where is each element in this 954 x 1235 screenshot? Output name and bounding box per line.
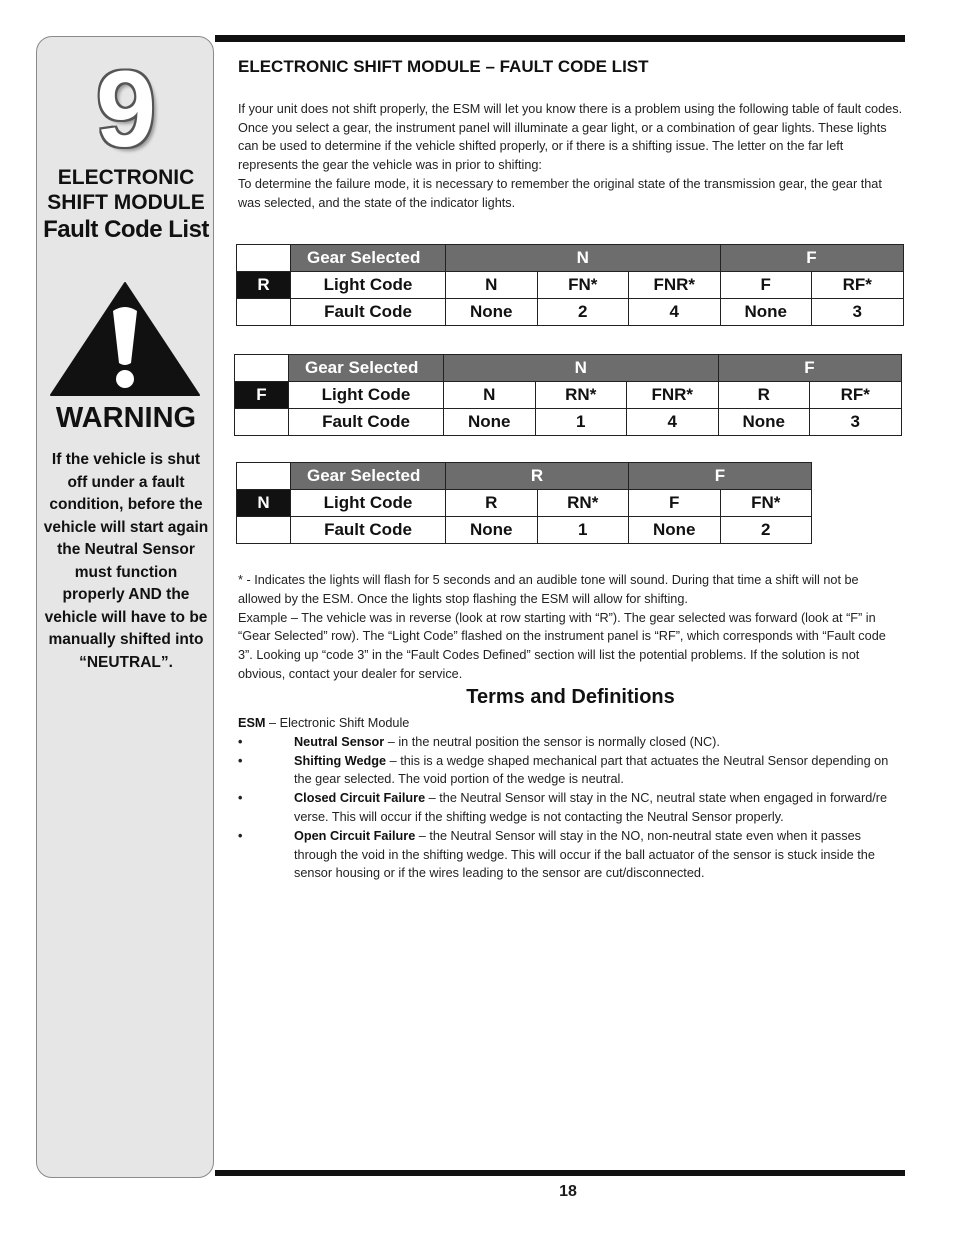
light-code-cell: FN* [720, 490, 812, 517]
list-item [238, 827, 903, 883]
light-code-cell: FN* [537, 272, 629, 299]
bottom-rule [215, 1170, 905, 1176]
fault-code-label: Fault Code [289, 409, 444, 436]
fault-table-n [236, 462, 812, 544]
definition: – the Neutral Sensor will stay in the NO, non-neutral state even when it passes through the void in the shifting wedge. This will occur if the ball actuator of the sensor is stuck inside the sensor housing or if the wires leading to the sensor are cut/disconnected. [294, 828, 875, 881]
prior-gear-cell: F [235, 382, 289, 409]
blank-cell [237, 517, 291, 544]
esm-definition [238, 714, 903, 733]
terms-list [238, 714, 903, 883]
definition: – in the neutral position the sensor is normally closed (NC). [384, 734, 720, 749]
fault-code-cell: None [629, 517, 721, 544]
list-item [238, 789, 903, 827]
gear-group-cell: R [446, 463, 629, 490]
asterisk-note: * - Indicates the lights will flash for 5 seconds and an audible tone will sound. During that time a shift will not be allowed by the ESM. Once the lights stop flashing the ESM will allow for shifting. [238, 573, 859, 606]
fault-code-cell: None [718, 409, 810, 436]
light-code-label: Light Code [289, 382, 444, 409]
fault-code-cell: 4 [629, 299, 721, 326]
section-title: ELECTRONIC SHIFT MODULE [47, 166, 205, 214]
warning-title: WARNING [55, 402, 197, 434]
definition: – Electronic Shift Module [265, 716, 410, 730]
gear-group-cell: F [718, 355, 901, 382]
chapter-number: 9 [95, 48, 157, 169]
gear-group-cell: F [720, 245, 903, 272]
term: Closed Circuit Failure [294, 791, 426, 806]
gear-group-cell: N [444, 355, 719, 382]
gear-group-cell: N [446, 245, 721, 272]
gear-selected-label: Gear Selected [291, 463, 446, 490]
blank-cell [237, 245, 291, 272]
fault-code-cell: 2 [720, 517, 812, 544]
term: Shifting Wedge [294, 753, 387, 768]
light-code-cell: R [446, 490, 538, 517]
intro-text [238, 100, 903, 212]
fault-code-label: Fault Code [291, 517, 446, 544]
bullet: • [238, 791, 243, 806]
section-subtitle: Fault Code List [43, 216, 209, 243]
gear-selected-label: Gear Selected [291, 245, 446, 272]
page-heading: ELECTRONIC SHIFT MODULE – FAULT CODE LIST [238, 57, 649, 76]
term: Open Circuit Failure [294, 828, 416, 843]
gear-group-cell: F [629, 463, 812, 490]
light-code-cell: FNR* [629, 272, 721, 299]
intro-paragraph: To determine the failure mode, it is necessary to remember the original state of the transmission gear, the gear that was selected, and the state of the indicator lights. [238, 176, 882, 210]
light-code-cell: RF* [812, 272, 904, 299]
blank-cell [237, 299, 291, 326]
light-code-label: Light Code [291, 272, 446, 299]
top-rule [215, 35, 905, 42]
warning-icon [49, 281, 201, 397]
light-code-cell: RF* [810, 382, 902, 409]
light-code-cell: RN* [535, 382, 627, 409]
fault-code-cell: 3 [812, 299, 904, 326]
blank-cell [235, 409, 289, 436]
blank-cell [235, 355, 289, 382]
light-code-cell: R [718, 382, 810, 409]
page-number: 18 [559, 1183, 577, 1200]
fault-code-cell: None [720, 299, 812, 326]
notes-block [238, 571, 903, 684]
list-item [238, 752, 903, 790]
fault-code-cell: 1 [537, 517, 629, 544]
blank-cell [237, 463, 291, 490]
bullet: • [238, 734, 243, 749]
fault-code-cell: None [446, 517, 538, 544]
definition: – this is a wedge shaped mechanical part that actuates the Neutral Sensor depending on the gear selected. The void portion of the wedge is neutral. [294, 753, 889, 787]
warning-text: If the vehicle is shut off under a fault condition, before the vehicle will start again the Neutral Sensor must function properly AND the vehicle will have to be manually shifted into “NEUTRAL”. [43, 451, 209, 671]
fault-table-f [234, 354, 902, 436]
sidebar [36, 36, 214, 1178]
bullet: • [238, 828, 243, 843]
fault-code-cell: None [446, 299, 538, 326]
light-code-cell: FNR* [627, 382, 719, 409]
fault-code-cell: 4 [627, 409, 719, 436]
example-note: Example – The vehicle was in reverse (look at row starting with “R”). The gear selected was forward (look at “F” in “Gear Selected” row). The “Light Code” flashed on the instrument panel is “RF”, which corresponds with “Fault code 3”. Looking up “code 3” in the “Fault Codes Defined” section will list the potential problems. If the solution is not obvious, contact your dealer for service. [238, 610, 886, 681]
bullet: • [238, 753, 243, 768]
light-code-cell: N [444, 382, 536, 409]
term: Neutral Sensor [294, 734, 385, 749]
terms-heading: Terms and Definitions [466, 686, 675, 708]
term: ESM [238, 716, 266, 730]
fault-code-cell: None [444, 409, 536, 436]
fault-code-label: Fault Code [291, 299, 446, 326]
fault-code-cell: 3 [810, 409, 902, 436]
light-code-cell: RN* [537, 490, 629, 517]
list-item [238, 733, 903, 752]
prior-gear-cell: R [237, 272, 291, 299]
light-code-cell: F [720, 272, 812, 299]
gear-selected-label: Gear Selected [289, 355, 444, 382]
fault-code-cell: 2 [537, 299, 629, 326]
prior-gear-cell: N [237, 490, 291, 517]
light-code-cell: N [446, 272, 538, 299]
fault-code-cell: 1 [535, 409, 627, 436]
definition: – the Neutral Sensor will stay in the NC, neutral state when engaged in forward/re verse. This will occur if the shifting wedge is not contacting the Neutral Sensor properly. [294, 791, 888, 824]
light-code-label: Light Code [291, 490, 446, 517]
light-code-cell: F [629, 490, 721, 517]
fault-table-r [236, 244, 904, 326]
intro-paragraph: If your unit does not shift properly, the ESM will let you know there is a problem using the following table of fault codes. Once you select a gear, the instrument panel will illuminate a gear light, or a combination of gear lights. These lights can be used to determine if the vehicle shifted properly, or if there is a shifting issue. The letter on the far left represents the gear the vehicle was in prior to shifting: [238, 102, 903, 173]
